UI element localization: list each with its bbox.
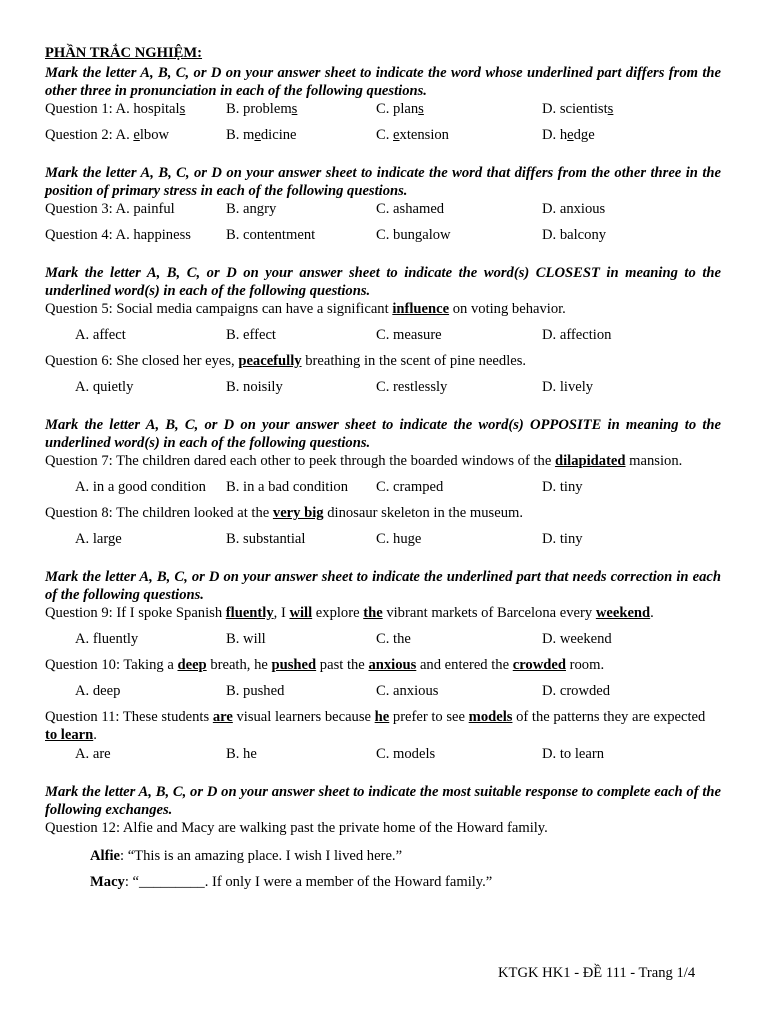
q10-option-d: D. crowded — [542, 683, 611, 699]
q11-option-c: C. models — [376, 746, 436, 762]
q5-option-b: B. effect — [226, 327, 276, 343]
question-2: Question 2: A. elbow B. medicine C. extension D. hedge — [45, 127, 595, 143]
question-9: Question 9: If I spoke Spanish fluently, I will explore the vibrant markets of Barcelona every weekend. — [45, 605, 654, 621]
q12-dialog — [45, 847, 721, 891]
question-1: Question 1: A. hospitals B. problems C. plans D. scientists — [45, 101, 614, 117]
q1-option-b: B. problems — [226, 101, 298, 117]
instruction-response: Mark the letter A, B, C, or D on your answer sheet to indicate the most suitable response to complete each of the following exchanges. — [45, 784, 721, 818]
page-footer: KTGK HK1 - ĐỀ 111 - Trang 1/4 — [498, 965, 696, 981]
q2-option-b: B. medicine — [226, 127, 297, 143]
q5-option-a: A. affect — [75, 327, 126, 343]
q11-option-d: D. to learn — [542, 746, 605, 762]
question-6: Question 6: She closed her eyes, peacefully breathing in the scent of pine needles. — [45, 353, 527, 369]
q5-options — [45, 326, 721, 344]
q7-option-c: C. cramped — [376, 479, 444, 495]
q10-options — [45, 682, 721, 700]
instruction-pronunciation: Mark the letter A, B, C, or D on your answer sheet to indicate the word whose underlined part differs from the other three in pronunciation in each of the following questions. — [45, 65, 721, 99]
q6-option-d: D. lively — [542, 379, 594, 395]
q4-option-d: D. balcony — [542, 227, 607, 243]
q8-options — [45, 530, 721, 548]
dialog-line-macy: Macy: “_________. If only I were a member of the Howard family.” — [90, 874, 493, 890]
q8-option-c: C. huge — [376, 531, 422, 547]
q8-option-a: A. large — [75, 531, 122, 547]
question-8: Question 8: The children looked at the very big dinosaur skeleton in the museum. — [45, 505, 523, 521]
q2-option-d: D. hedge — [542, 127, 595, 143]
q9-option-a: A. fluently — [75, 631, 139, 647]
question-11: Question 11: These students are visual learners because he prefer to see models of the patterns they are expected to learn. — [45, 709, 706, 743]
q9-option-b: B. will — [226, 631, 266, 647]
question-12: Question 12: Alfie and Macy are walking past the private home of the Howard family. — [45, 820, 548, 836]
q6-option-c: C. restlessly — [376, 379, 448, 395]
q4-option-c: C. bungalow — [376, 227, 451, 243]
exam-page — [45, 44, 721, 891]
q6-option-b: B. noisily — [226, 379, 283, 395]
q10-option-c: C. anxious — [376, 683, 439, 699]
question-3: Question 3: A. painful B. angry C. ashamed D. anxious — [45, 201, 606, 217]
q2-option-c: C. extension — [376, 127, 449, 143]
q3-option-d: D. anxious — [542, 201, 606, 217]
section-title: PHẦN TRẮC NGHIỆM: — [45, 45, 203, 61]
question-4: Question 4: A. happiness B. contentment C. bungalow D. balcony — [45, 227, 607, 243]
q5-option-d: D. affection — [542, 327, 612, 343]
q1-option-d: D. scientists — [542, 101, 614, 117]
dialog-line-alfie: Alfie: “This is an amazing place. I wish I lived here.” — [90, 848, 403, 864]
q7-option-d: D. tiny — [542, 479, 583, 495]
instruction-stress: Mark the letter A, B, C, or D on your answer sheet to indicate the word that differs from the other three in the position of primary stress in each of the following questions. — [45, 165, 721, 199]
q9-options — [45, 630, 721, 648]
q6-option-a: A. quietly — [75, 379, 134, 395]
instruction-opposite: Mark the letter A, B, C, or D on your answer sheet to indicate the word(s) OPPOSITE in meaning to the underlined word(s) in each of the following questions. — [45, 417, 721, 451]
question-5: Question 5: Social media campaigns can have a significant influence on voting behavior. — [45, 301, 566, 317]
instruction-correction: Mark the letter A, B, C, or D on your answer sheet to indicate the underlined part that needs correction in each of the following questions. — [45, 569, 721, 603]
q7-options — [45, 478, 721, 496]
q3-option-c: C. ashamed — [376, 201, 445, 217]
q6-options — [45, 378, 721, 396]
instruction-closest: Mark the letter A, B, C, or D on your answer sheet to indicate the word(s) CLOSEST in meaning to the underlined word(s) in each of the following questions. — [45, 265, 721, 299]
question-10: Question 10: Taking a deep breath, he pushed past the anxious and entered the crowded room. — [45, 657, 605, 673]
q11-option-b: B. he — [226, 746, 257, 762]
q10-option-a: A. deep — [75, 683, 121, 699]
q8-option-d: D. tiny — [542, 531, 583, 547]
question-7: Question 7: The children dared each other to peek through the boarded windows of the dilapidated mansion. — [45, 453, 683, 469]
q4-option-b: B. contentment — [226, 227, 316, 243]
q5-option-c: C. measure — [376, 327, 442, 343]
q11-option-a: A. are — [75, 746, 111, 762]
q3-option-b: B. angry — [226, 201, 277, 217]
q7-option-b: B. in a bad condition — [226, 479, 349, 495]
q9-option-d: D. weekend — [542, 631, 612, 647]
q10-option-b: B. pushed — [226, 683, 285, 699]
q9-option-c: C. the — [376, 631, 411, 647]
q1-option-c: C. plans — [376, 101, 424, 117]
q11-options — [45, 745, 721, 763]
q8-option-b: B. substantial — [226, 531, 306, 547]
q7-option-a: A. in a good condition — [75, 479, 206, 495]
